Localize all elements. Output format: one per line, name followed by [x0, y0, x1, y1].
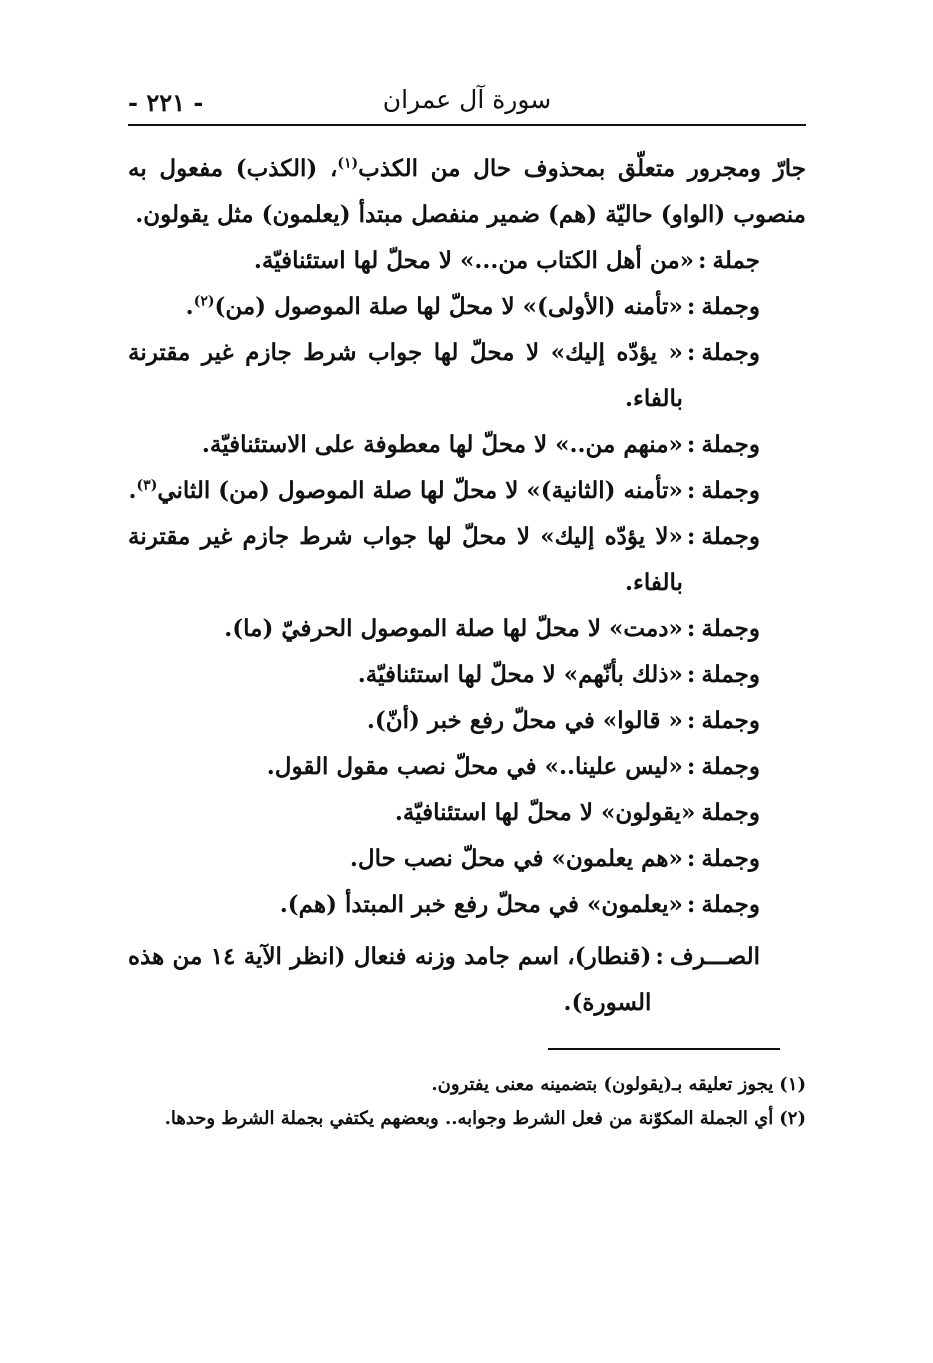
- label-colon: :: [686, 615, 696, 642]
- footnote-text: يجوز تعليقه بـ(يقولون) بتضمينه معنى يفترون.: [431, 1074, 774, 1095]
- sentence-row: [128, 652, 806, 698]
- footnotes: [128, 1068, 806, 1136]
- sentence-text: «يقولون» لا محلّ لها استئنافيّة.: [394, 799, 696, 826]
- surah-title: سورة آل عمران: [382, 85, 552, 114]
- sentence-text: «ذلك بأنّهم» لا محلّ لها استئنافيّة.: [357, 661, 683, 688]
- sentence-label: وجملة: [701, 339, 760, 366]
- sentence-row: [128, 238, 806, 284]
- sentence-label: وجملة: [701, 799, 760, 826]
- sentence-row: [128, 790, 806, 836]
- footnote-divider: [548, 1048, 780, 1050]
- page-header: [128, 82, 806, 122]
- sentence-row: [128, 606, 806, 652]
- footnote-number: (٢): [779, 1108, 806, 1129]
- sentence-label: وجملة: [701, 431, 760, 458]
- label-colon: :: [686, 523, 696, 550]
- sentence-label: وجملة: [701, 477, 760, 504]
- label-colon: :: [686, 891, 696, 918]
- header-divider: [128, 124, 806, 126]
- sentence-row: [128, 284, 806, 330]
- sentence-row: [128, 422, 806, 468]
- sentence-text-main: «تأمنه (الثانية)» لا محلّ لها صلة الموصول (من) الثاني: [157, 477, 683, 504]
- footnote-number: (١): [779, 1074, 806, 1095]
- sentence-label: وجملة: [701, 845, 760, 872]
- label-colon: :: [686, 431, 696, 458]
- footnote-ref: (١): [337, 155, 359, 172]
- sentence-row: [128, 698, 806, 744]
- sentence-label: وجملة: [701, 707, 760, 734]
- intro-paragraph: [128, 146, 806, 238]
- intro-text: جارّ ومجرور متعلّق بمحذوف حال من الكذب: [358, 155, 806, 182]
- sentence-text: « يؤدّه إليك» لا محلّ لها جواب شرط جازم غير مقترنة بالفاء.: [128, 339, 683, 412]
- sentence-text: «يعلمون» في محلّ رفع خبر المبتدأ (هم).: [279, 891, 683, 918]
- label-colon: :: [686, 707, 696, 734]
- sentence-text: « قالوا» في محلّ رفع خبر (أنّ).: [366, 707, 683, 734]
- sentence-text: «ليس علينا..» في محلّ نصب مقول القول.: [266, 753, 683, 780]
- sentence-label: وجملة: [701, 661, 760, 688]
- sentence-label: وجملة: [701, 293, 760, 320]
- sentence-text: [128, 284, 683, 330]
- sentence-text: «لا يؤدّه إليك» لا محلّ لها جواب شرط جازم غير مقترنة بالفاء.: [128, 523, 683, 596]
- footnote-ref: (٣): [136, 477, 158, 494]
- sentence-text: «منهم من..» لا محلّ لها معطوفة على الاستئنافيّة.: [201, 431, 683, 458]
- sentence-label: وجملة: [701, 523, 760, 550]
- label-colon: :: [655, 943, 664, 970]
- label-colon: :: [686, 661, 696, 688]
- sentence-text: [128, 468, 683, 514]
- sentence-text: «من أهل الكتاب من...» لا محلّ لها استئنافيّة.: [253, 247, 695, 274]
- label-colon: :: [686, 339, 696, 366]
- sarf-section: [128, 934, 806, 1026]
- label-colon: :: [686, 477, 696, 504]
- sentence-tail: .: [185, 293, 194, 320]
- sarf-label: الصـــرف: [669, 943, 760, 970]
- footnote: [128, 1068, 806, 1102]
- intro-text-continued: ، (الكذب) مفعول به منصوب (الواو) حاليّة (هم) ضمير منفصل مبتدأ (يعلمون) مثل يقولون.: [128, 155, 806, 228]
- footnote-ref: (٢): [193, 293, 215, 310]
- sentence-text: «دمت» لا محلّ لها صلة الموصول الحرفيّ (ما).: [224, 615, 683, 642]
- sentence-row: [128, 744, 806, 790]
- sentence-label: وجملة: [701, 615, 760, 642]
- sentence-row: [128, 882, 806, 928]
- footnote: [128, 1102, 806, 1136]
- sentence-label: وجملة: [701, 891, 760, 918]
- page-number: - ٢٢١ -: [128, 88, 204, 117]
- label-colon: :: [686, 845, 696, 872]
- main-text: [128, 146, 806, 1026]
- sentence-label: وجملة: [701, 753, 760, 780]
- label-colon: :: [698, 247, 707, 274]
- sentence-row: [128, 330, 806, 422]
- sentence-text-main: «تأمنه (الأولى)» لا محلّ لها صلة الموصول (من): [214, 293, 683, 320]
- footnote-text: أي الجملة المكوّنة من فعل الشرط وجوابه.. وبعضهم يكتفي بجملة الشرط وحدها.: [164, 1108, 774, 1129]
- sentence-tail: .: [128, 477, 137, 504]
- sentence-label: جملة: [712, 247, 760, 274]
- sentence-text: «هم يعلمون» في محلّ نصب حال.: [349, 845, 683, 872]
- sentence-row: [128, 468, 806, 514]
- label-colon: :: [686, 293, 696, 320]
- sarf-text: (قنطار)، اسم جامد وزنه فنعال (انظر الآية ١٤ من هذه السورة).: [128, 943, 652, 1016]
- sentence-row: [128, 836, 806, 882]
- sentence-row: [128, 514, 806, 606]
- label-colon: :: [686, 753, 696, 780]
